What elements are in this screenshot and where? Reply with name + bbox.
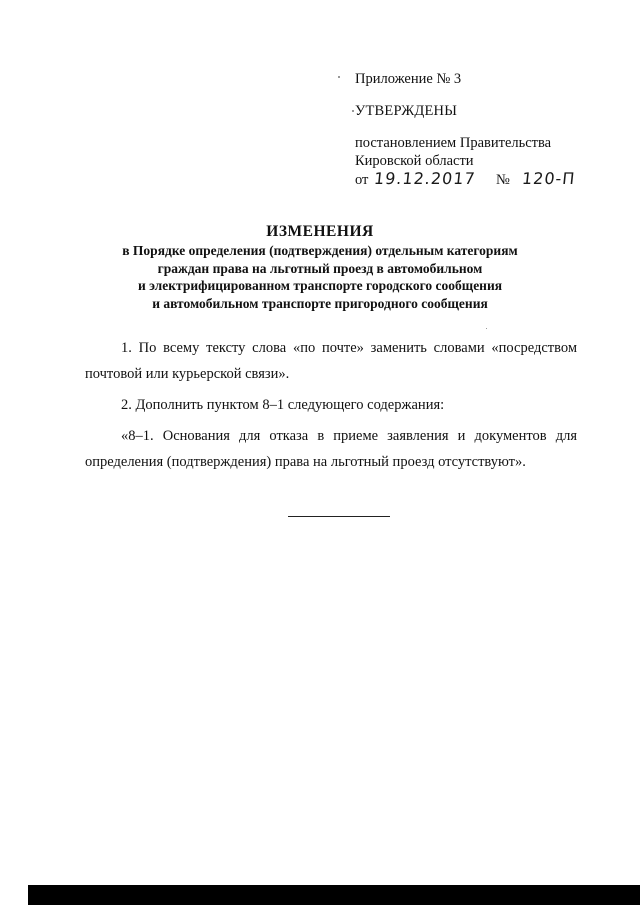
resolution-line-1: постановлением Правительства (355, 135, 552, 151)
resolution-line-2: Кировской области (355, 153, 474, 169)
scan-speck (338, 76, 340, 78)
end-divider (288, 516, 390, 517)
attachment-label: Приложение № 3 (355, 71, 462, 87)
paragraph-item-2: 2. Дополнить пунктом 8–1 следующего содержания: (121, 397, 445, 413)
date-prefix: от (355, 172, 369, 188)
title-line-4: и автомобильном транспорте пригородного сообщения (152, 295, 488, 311)
approved-label: УТВЕРЖДЕНЫ (355, 103, 458, 119)
handwritten-date: 19.12.2017 (373, 169, 478, 188)
date-number-line (355, 170, 625, 189)
title-line-2: граждан права на льготный проезд в автомобильном (157, 260, 483, 276)
title-line-1: в Порядке определения (подтверждения) отдельным категориям (122, 243, 518, 258)
scan-bottom-edge (28, 885, 640, 905)
handwritten-number: 120-П (520, 169, 577, 188)
title-line-3: и электрифицированном транспорте городского сообщения (137, 278, 503, 293)
paragraph-item-2-text: «8–1. Основания для отказа в приеме заявления и документов для определения (подтверждения) права на льготный проезд отсутствуют». (85, 428, 577, 470)
document-title-block (60, 222, 580, 312)
scan-speck (352, 110, 354, 112)
approval-block (355, 70, 625, 189)
scan-speck (486, 328, 487, 329)
number-prefix: № (496, 172, 510, 188)
document-body (85, 335, 577, 475)
document-title: ИЗМЕНЕНИЯ (266, 223, 374, 240)
paragraph-item-1: 1. По всему тексту слова «по почте» заменить словами «посредством почтовой или курьерской связи». (85, 340, 577, 382)
